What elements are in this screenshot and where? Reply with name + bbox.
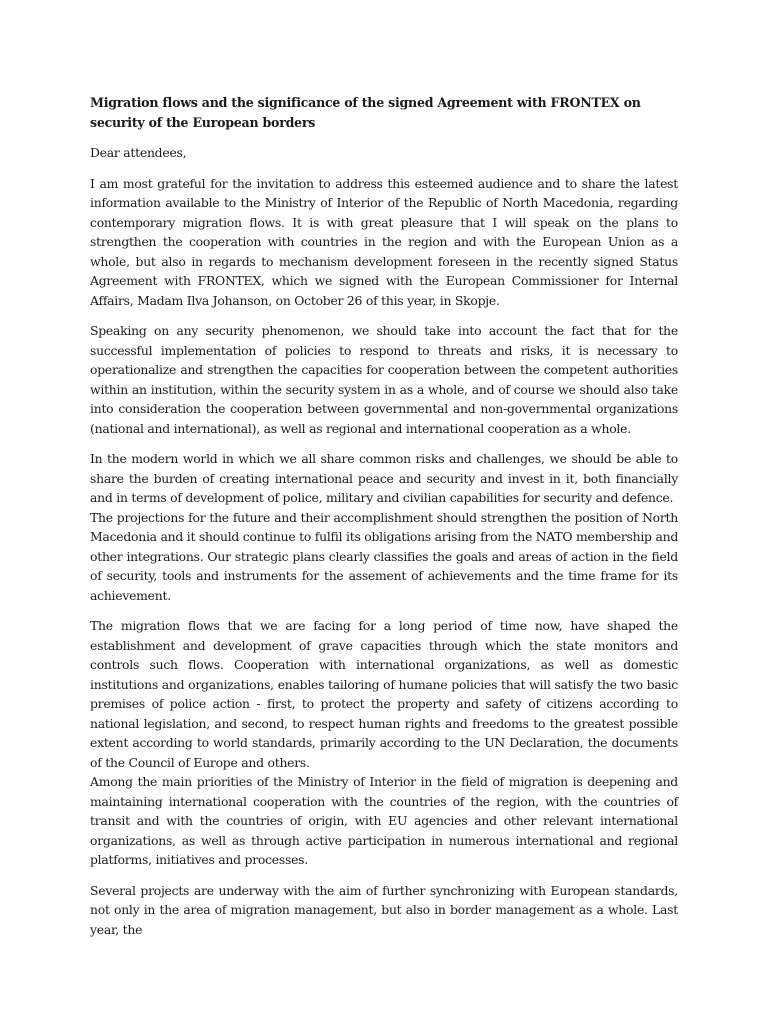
paragraph-migration-flows: The migration flows that we are facing for a long period of time now, have shaped the establishment and development of grave capacities through which the state monitors and controls such flows. Cooperation with international organizations, as well as domestic institutions and organizations, enables tailoring of humane policies that will satisfy the two basic premises of police action - first, to protect the property and safety of citizens according to national legislation, and second, to respect human rights and freedoms to the greatest possible extent according to world standards, primarily according to the UN Declaration, the documents of the Council of Europe and others. [90, 618, 678, 770]
document-title: Migration flows and the significance of the signed Agreement with FRONTEX on security of the European borders [90, 95, 641, 130]
document-page [90, 93, 678, 950]
paragraph-projections: The projections for the future and their accomplishment should strengthen the position of North Macedonia and it should continue to fulfil its obligations arising from the NATO membership and other integrations. Our strategic plans clearly classifies the goals and areas of action in the field of security, tools and instruments for the assement of achievements and the time frame for its achievement. [90, 509, 678, 603]
paragraph-security-phenomenon: Speaking on any security phenomenon, we should take into account the fact that for the successful implementation of policies to respond to threats and risks, it is necessary to operationalize and strengthen the capacities for cooperation between the competent authorities within an institution, within the security system in as a whole, and of course we should also take into consideration the cooperation between governmental and non-governmental organizations (national and international), as well as regional and international cooperation as a whole. [90, 323, 678, 436]
paragraph-priorities: Among the main priorities of the Ministry of Interior in the field of migration is deepening and maintaining international cooperation with the countries of the region, with the countries of transit and with the countries of origin, with EU agencies and other relevant international organizations, as well as through active participation in numerous international and regional platforms, initiatives and processes. [90, 774, 678, 867]
paragraph-invitation: I am most grateful for the invitation to address this esteemed audience and to share the latest information available to the Ministry of Interior of the Republic of North Macedonia, regarding contemporary migration flows. It is with great pleasure that I will speak on the plans to strengthen the cooperation with countries in the region and with the European Union as a whole, but also in regards to mechanism development foreseen in the recently signed Status Agreement with FRONTEX, which we signed with the European Commissioner for Internal Affairs, Madam Ilva Johanson, on October 26 of this year, in Skopje. [90, 175, 678, 308]
paragraph-modern-world: In the modern world in which we all share common risks and challenges, we should be able to share the burden of creating international peace and security and invest in it, both financially and in terms of development of police, military and civilian capabilities for security and defence. [90, 451, 678, 505]
salutation: Dear attendees, [90, 145, 187, 160]
paragraph-projects: Several projects are underway with the aim of further synchronizing with European standards, not only in the area of migration management, but also in border management as a whole. Last year, the [90, 882, 678, 937]
